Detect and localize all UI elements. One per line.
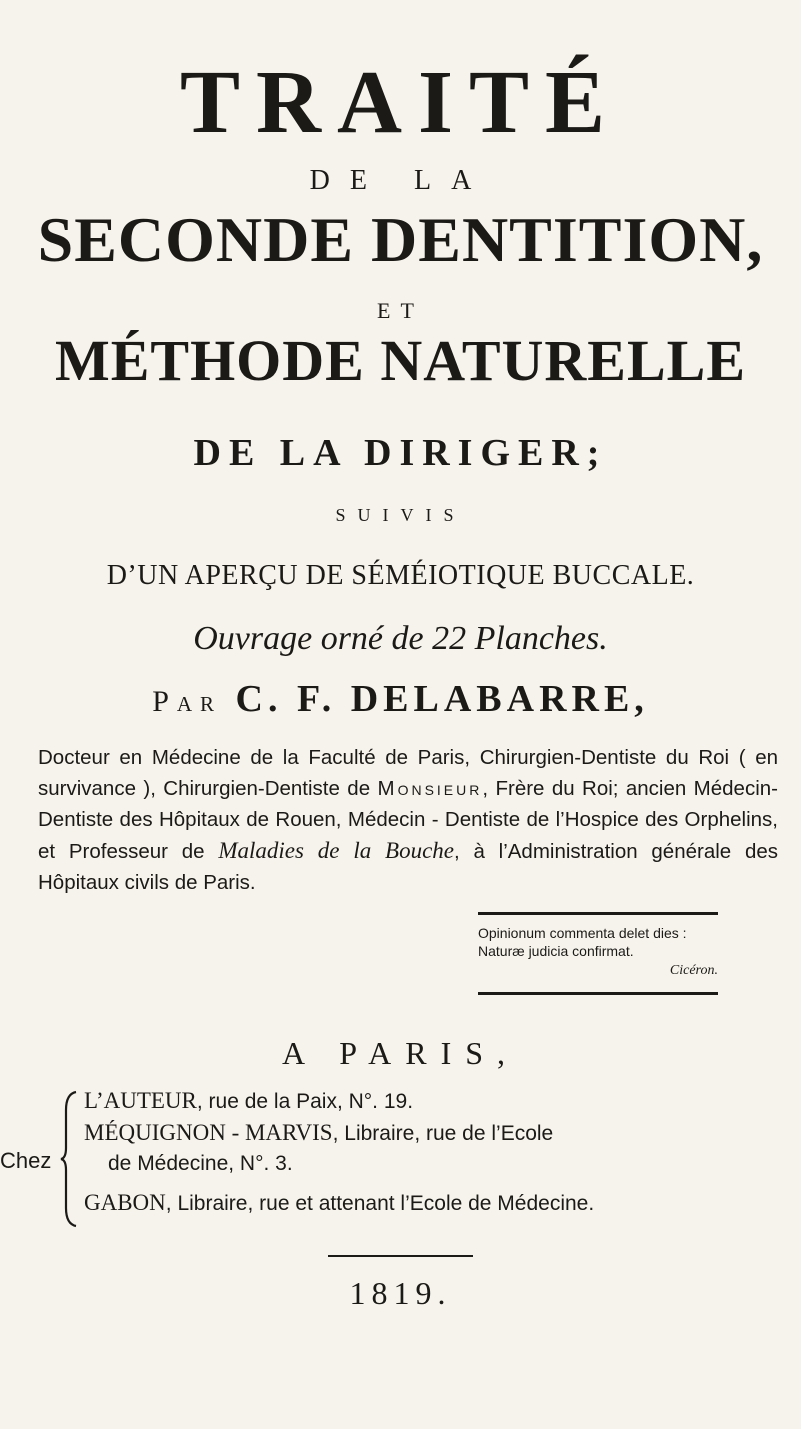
author-par: Par	[152, 685, 223, 718]
ouvrage-note: Ouvrage orné de 22 Planches.	[193, 620, 608, 657]
title-de-la: DE LA	[309, 165, 492, 196]
publisher-1-address: , rue de la Paix, N°. 19.	[196, 1090, 414, 1113]
bio-part2: , Frère du Roi; ancien Médecin-Dentiste des Hôpitaux de Rouen, Médecin - Dentiste de l’Hospice des Orphelins, et Professeur de	[38, 777, 778, 863]
brace-icon	[60, 1090, 78, 1228]
epigraph-line1: Opinionum commenta delet dies :	[478, 925, 687, 941]
publisher-3-address: , Libraire, rue et attenant l’Ecole de Médecine.	[165, 1192, 595, 1215]
title-apercu: D’UN APERÇU DE SÉMÉIOTIQUE BUCCALE.	[106, 560, 695, 591]
bio-part1: Docteur en Médecine de la Faculté de Paris, Chirurgien-Dentiste du Roi ( en survivance ), Chirurgien-Dentiste de	[38, 746, 778, 800]
publisher-3	[84, 1190, 594, 1216]
publisher-2-cont: de Médecine, N°. 3.	[108, 1152, 293, 1175]
bio-part3: , à l’Administration générale des Hôpitaux civils de Paris.	[38, 840, 779, 894]
imprint-chez: Chez	[0, 1148, 52, 1173]
publisher-3-name: GABON	[84, 1190, 166, 1215]
epigraph	[478, 924, 718, 960]
epigraph-top-rule	[478, 912, 718, 915]
publisher-2-address: , Libraire, rue de l’Ecole	[332, 1122, 554, 1145]
title-method: MÉTHODE NATURELLE	[54, 328, 747, 393]
bio-italic: Maladies de la Bouche	[218, 838, 454, 863]
main-title: TRAITÉ	[179, 53, 622, 152]
publication-year: 1819.	[349, 1275, 452, 1311]
epigraph-line2: Naturæ judicia confirmat.	[478, 943, 634, 959]
bio-monsieur: Monsieur	[377, 777, 483, 800]
epigraph-bottom-rule	[478, 992, 718, 995]
author-credentials	[38, 742, 778, 898]
publisher-1-name: L’AUTEUR	[84, 1088, 197, 1113]
publisher-2-name: MÉQUIGNON - MARVIS	[84, 1120, 333, 1145]
imprint-city: A PARIS,	[281, 1035, 520, 1071]
publisher-1	[84, 1088, 413, 1114]
title-diriger: DE LA DIRIGER;	[193, 432, 608, 474]
author-name: C. F. DELABARRE,	[235, 678, 649, 720]
publisher-2	[84, 1120, 553, 1146]
epigraph-source: Cicéron.	[669, 963, 718, 978]
title-subject: SECONDE DENTITION,	[37, 204, 764, 275]
year-rule	[328, 1255, 473, 1257]
author-line	[0, 677, 801, 721]
title-suivis: SUIVIS	[335, 505, 466, 525]
title-et: ET	[377, 298, 424, 323]
